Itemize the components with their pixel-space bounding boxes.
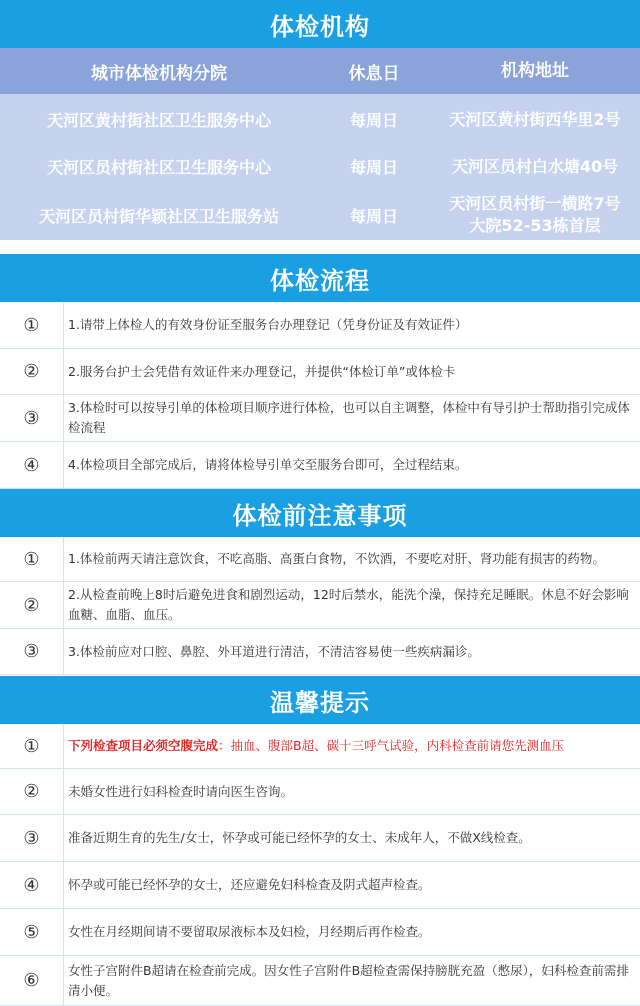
fasting-notice [68, 736, 564, 756]
item-number: ③ [0, 815, 64, 861]
branch-name: 天河区黄村街社区卫生服务中心 [46, 111, 271, 130]
item-text: 未婚女性进行妇科检查时请向医生咨询。 [68, 783, 294, 799]
list-item [0, 302, 640, 349]
rest-day: 每周日 [349, 111, 398, 130]
branch-name: 天河区员村街社区卫生服务中心 [46, 158, 271, 177]
header-address: 机构地址 [501, 61, 569, 81]
item-number: ④ [0, 442, 64, 488]
process-list [0, 302, 640, 489]
item-text [64, 724, 640, 768]
institutions-table-header [0, 48, 640, 94]
item-number: ③ [0, 629, 64, 674]
item-number: ④ [0, 862, 64, 908]
tips-list [0, 724, 640, 1006]
header-rest-day: 休息日 [348, 63, 400, 84]
item-text: 4.体检项目全部完成后，请将体检导引单交至服务台即可，全过程结束。 [68, 457, 468, 472]
list-item [0, 724, 640, 769]
item-number: ① [0, 537, 64, 581]
process-title: 体检流程 [270, 266, 370, 295]
item-number: ② [0, 349, 64, 394]
institutions-title: 体检机构 [270, 12, 370, 41]
rest-day: 每周日 [349, 158, 398, 177]
item-number: ② [0, 769, 64, 814]
address-line: 大院52-53栋首层 [469, 216, 601, 235]
address-line: 天河区黄村街西华里2号 [449, 109, 621, 129]
precautions-title: 体检前注意事项 [232, 501, 408, 530]
item-number: ⑤ [0, 909, 64, 955]
address [430, 109, 640, 131]
list-item [0, 537, 640, 582]
address [430, 156, 640, 178]
header-branch: 城市体检机构分院 [91, 63, 227, 84]
address-line: 天河区员村街一横路7号 [449, 194, 621, 213]
item-text: 怀孕或可能已经怀孕的女士，还应避免妇科检查及阴式超声检查。 [68, 877, 431, 892]
process-banner [0, 254, 640, 302]
institutions-table-body [0, 94, 640, 240]
item-number: ③ [0, 395, 64, 441]
list-item [0, 862, 640, 909]
item-text: 女性子宫附件B超请在检查前完成。因女性子宫附件B超检查需保持膀胱充盈（憋尿），妇科检查前需排清小便。 [68, 962, 629, 998]
list-item [0, 349, 640, 395]
list-item [0, 582, 640, 629]
item-text: 3.体检时可以按导引单的体检项目顺序进行体检，也可以自主调整，体检中有导引护士帮助指引完成体检流程 [68, 400, 630, 435]
institutions-banner [0, 0, 640, 48]
precautions-banner [0, 489, 640, 537]
list-item [0, 395, 640, 442]
table-row [0, 143, 640, 190]
item-number: ⑥ [0, 956, 64, 1005]
tips-banner [0, 676, 640, 724]
list-item [0, 442, 640, 489]
address [430, 193, 640, 237]
item-text: 3.体检前应对口腔、鼻腔、外耳道进行清洁，不清洁容易使一些疾病漏诊。 [68, 643, 480, 659]
address-line: 天河区员村白水塘40号 [451, 156, 619, 176]
item-number: ① [0, 724, 64, 768]
item-text: 1.体检前两天请注意饮食，不吃高脂、高蛋白食物，不饮酒，不要吃对肝、肾功能有损害的药物。 [68, 551, 605, 566]
precautions-list [0, 537, 640, 675]
fasting-notice-rest: ：抽血、腹部B超、碳十三呼气试验，内科检查前请您先测血压 [218, 738, 565, 753]
list-item [0, 815, 640, 862]
item-text: 女性在月经期间请不要留取尿液标本及妇检，月经期后再作检查。 [68, 924, 431, 939]
tips-title: 温馨提示 [270, 688, 370, 717]
institutions-table [0, 48, 640, 240]
table-row [0, 190, 640, 240]
item-number: ② [0, 582, 64, 628]
item-text: 1.请带上体检人的有效身份证至服务台办理登记（凭身份证及有效证件） [68, 317, 468, 332]
list-item [0, 956, 640, 1006]
item-text: 2.服务台护士会凭借有效证件来办理登记，并提供“体检订单”或体检卡 [68, 363, 456, 379]
fasting-notice-bold: 下列检查项目必须空腹完成 [68, 738, 219, 753]
list-item [0, 629, 640, 675]
item-text: 2.从检查前晚上8时后避免进食和剧烈运动，12时后禁水，能洗个澡，保持充足睡眠。休息不好会影响血糖、血脂、血压。 [68, 587, 629, 622]
rest-day: 每周日 [349, 206, 398, 226]
list-item [0, 909, 640, 956]
item-number: ① [0, 302, 64, 348]
branch-name: 天河区员村街华颖社区卫生服务站 [38, 206, 279, 226]
table-row [0, 96, 640, 143]
list-item [0, 769, 640, 815]
item-text: 准备近期生育的先生/女士，怀孕或可能已经怀孕的女士、未成年人，不做X线检查。 [68, 830, 531, 845]
